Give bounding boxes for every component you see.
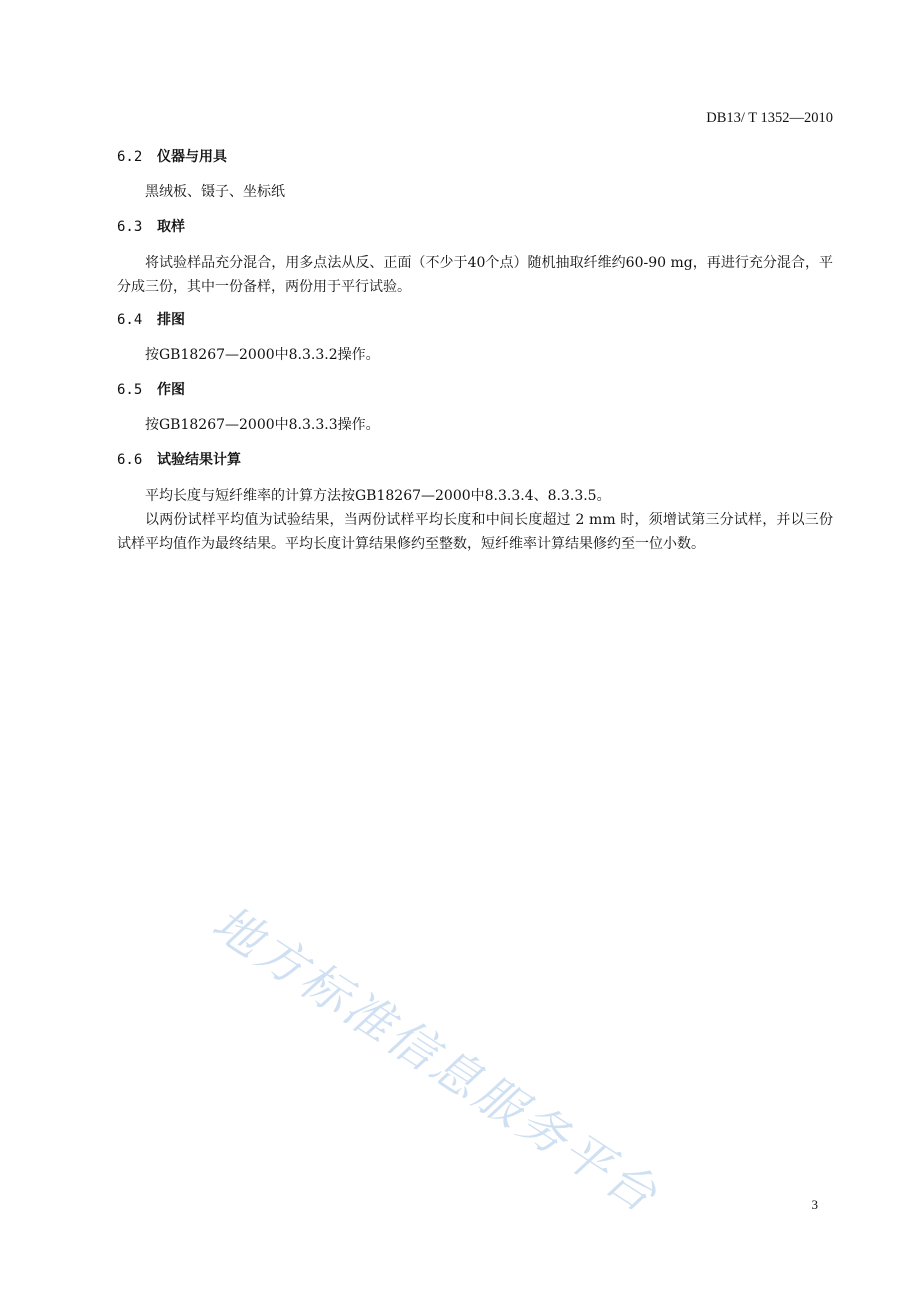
section-heading-6-3 (117, 218, 833, 236)
document-code: DB13/ T 1352—2010 (706, 110, 833, 126)
section-title: 仪器与用具 (157, 149, 227, 165)
section-title: 试验结果计算 (157, 452, 241, 468)
section-heading-6-6 (117, 451, 833, 469)
section-paragraph: 按GB18267—2000中8.3.3.3操作。 (145, 417, 380, 433)
watermark-text: 地方标准信息服务平台 (202, 894, 669, 1225)
section-number: 6.5 (117, 382, 143, 398)
section-title: 排图 (157, 312, 185, 328)
section-number: 6.2 (117, 149, 143, 165)
document-body (117, 148, 833, 556)
page-number: 3 (811, 1197, 818, 1212)
section-heading-6-4 (117, 311, 833, 329)
section-heading-6-2 (117, 148, 833, 166)
section-paragraph: 以两份试样平均值为试验结果，当两份试样平均长度和中间长度超过 2 mm 时，须增试第三分试样，并以三份试样平均值作为最终结果。平均长度计算结果修约至整数，短纤维率计算结果修约至一位小数。 (117, 512, 833, 552)
section-number: 6.3 (117, 219, 143, 235)
section-title: 作图 (157, 382, 185, 398)
section-paragraph: 按GB18267—2000中8.3.3.2操作。 (145, 347, 380, 363)
section-heading-6-5 (117, 381, 833, 399)
section-paragraph: 平均长度与短纤维率的计算方法按GB18267—2000中8.3.3.4、8.3.3.5。 (145, 488, 611, 504)
section-title: 取样 (157, 219, 185, 235)
section-number: 6.6 (117, 452, 143, 468)
section-paragraph: 将试验样品充分混合，用多点法从反、正面（不少于40个点）随机抽取纤维约60-90 mg，再进行充分混合，平分成三份，其中一份备样，两份用于平行试验。 (117, 255, 833, 295)
section-paragraph: 黑绒板、镊子、坐标纸 (145, 184, 285, 200)
section-number: 6.4 (117, 312, 143, 328)
